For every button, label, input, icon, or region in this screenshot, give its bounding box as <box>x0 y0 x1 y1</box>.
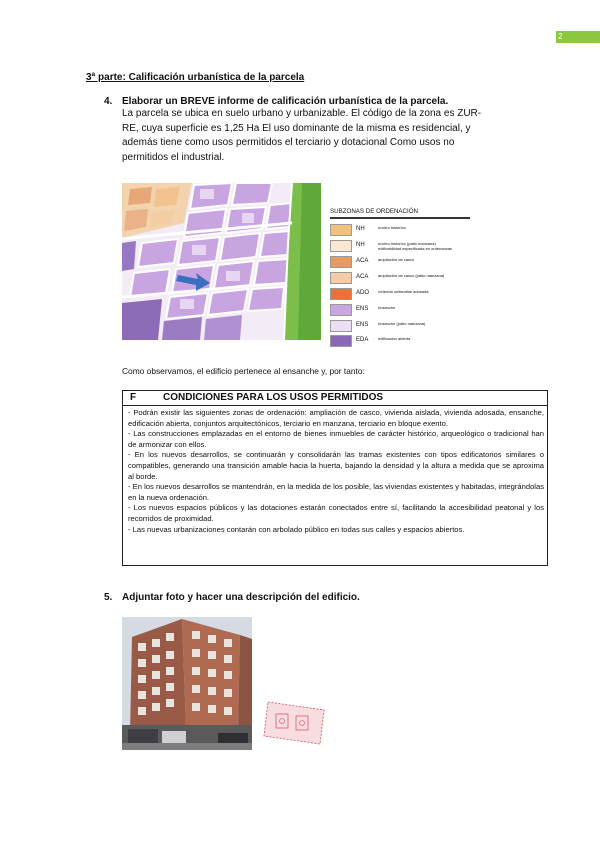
zoning-legend <box>330 210 476 348</box>
page-number: 2 <box>556 31 600 43</box>
condition-paragraph: - Los nuevos espacios públicos y las dotaciones estarán conectados entre sí, facilitando la accesibilidad peatonal y los recorridos de proximidad. <box>128 503 544 523</box>
observation-text: Como observamos, el edificio pertenece al ensanche y, por tanto: <box>122 366 365 376</box>
answer-line: permitidos el industrial. <box>122 151 225 163</box>
legend-code: ACA <box>356 258 369 264</box>
conditions-header <box>123 391 547 406</box>
legend-desc: ampliación de casco (patio manzana) <box>378 273 445 278</box>
question-4-answer <box>122 107 522 165</box>
legend-code: EDA <box>356 337 369 343</box>
legend-item <box>330 223 476 237</box>
answer-line: además tiene como usos permitidos el terciario y dotacional Como usos no <box>122 137 455 148</box>
conditions-box <box>122 390 548 566</box>
zoning-map-image <box>122 183 321 340</box>
legend-swatch <box>330 240 352 252</box>
question-5-number: 5. <box>104 592 113 603</box>
legend-swatch <box>330 304 352 316</box>
legend-code: ACA <box>356 274 369 280</box>
answer-line: La parcela se ubica en suelo urbano y urbanizable. El código de la zona es ZUR- <box>122 108 482 119</box>
building-photo-image <box>122 617 252 750</box>
condition-paragraph: - Podrán existir las siguientes zonas de ordenación: ampliación de casco, vivienda aislada, vivienda adosada, ensanche, edificación abierta, conjuntos arquitectónicos, terciario en manzana, terciario en bloque exento. <box>128 408 544 428</box>
legend-desc: ampliación de casco <box>378 257 415 262</box>
legend-swatch <box>330 335 352 347</box>
question-5-heading <box>104 592 360 603</box>
legend-item <box>330 287 476 301</box>
question-4-title: Elaborar un BREVE informe de calificación urbanística de la parcela. <box>122 96 449 107</box>
legend-desc: núcleo histórico <box>378 225 406 230</box>
legend-item <box>330 255 476 269</box>
legend-swatch <box>330 224 352 236</box>
legend-code: NH <box>356 242 365 248</box>
condition-paragraph: - Las construcciones emplazadas en el entorno de bienes inmuebles de carácter histórico, arqueológico o tradicional han de armonizar con ellos. <box>128 429 544 449</box>
condition-paragraph: - En los nuevos desarrollos se mantendrán, en la medida de los posible, las viviendas existentes y habitadas, integrándolas en la nueva ordenación. <box>128 482 544 502</box>
stamp-sketch <box>262 696 328 746</box>
zoning-map <box>122 183 321 340</box>
legend-desc: ensanche (patio manzana) <box>378 321 426 326</box>
conditions-body <box>128 408 544 535</box>
condition-paragraph: - Las nuevas urbanizaciones contarán con arbolado público en todas sus calles y espacios abiertos. <box>128 524 465 534</box>
legend-desc: edificación abierta <box>378 336 411 341</box>
legend-desc <box>378 242 452 251</box>
legend-code: ADO <box>356 290 370 296</box>
part-title: 3ª parte: Calificación urbanística de la parcela <box>86 72 305 83</box>
question-4-number: 4. <box>104 96 113 107</box>
legend-code: NH <box>356 226 365 232</box>
legend-item <box>330 271 476 285</box>
legend-swatch <box>330 320 352 332</box>
legend-item <box>330 334 476 348</box>
conditions-letter: F <box>130 392 137 403</box>
legend-desc: vivienda unifamiliar adosada <box>378 289 429 294</box>
legend-desc: ensanche <box>378 305 396 310</box>
legend-code: ENS <box>356 306 369 312</box>
building-photo <box>122 617 252 750</box>
question-5-title: Adjuntar foto y hacer una descripción del edificio. <box>122 592 360 603</box>
legend-divider <box>330 217 470 219</box>
legend-desc-line: núcleo histórico (patio manzana) <box>378 241 436 246</box>
legend-item <box>330 303 476 317</box>
legend-item <box>330 319 476 333</box>
answer-line: RE, cuya superficie es 1,25 Ha El uso dominante de la misma es residencial, y <box>122 122 471 134</box>
legend-swatch <box>330 272 352 284</box>
conditions-title: CONDICIONES PARA LOS USOS PERMITIDOS <box>163 392 384 403</box>
legend-item <box>330 239 476 253</box>
condition-paragraph: - En los nuevos desarrollos, se continuarán y consolidarán las tramas existentes con tipos edificatorios similares o compatibles, generando una transición amable hacia la huerta, bajando la densidad y la altura a medida que se aproxima al borde. <box>128 450 544 481</box>
legend-swatch <box>330 288 352 300</box>
stamp-sketch-image <box>262 696 328 746</box>
legend-desc-line: edificabilidad especificada en ordenanzas <box>378 245 453 251</box>
legend-code: ENS <box>356 322 369 328</box>
question-4-heading <box>104 96 448 107</box>
legend-title: SUBZONAS DE ORDENACIÓN <box>330 208 419 215</box>
legend-swatch <box>330 256 352 268</box>
